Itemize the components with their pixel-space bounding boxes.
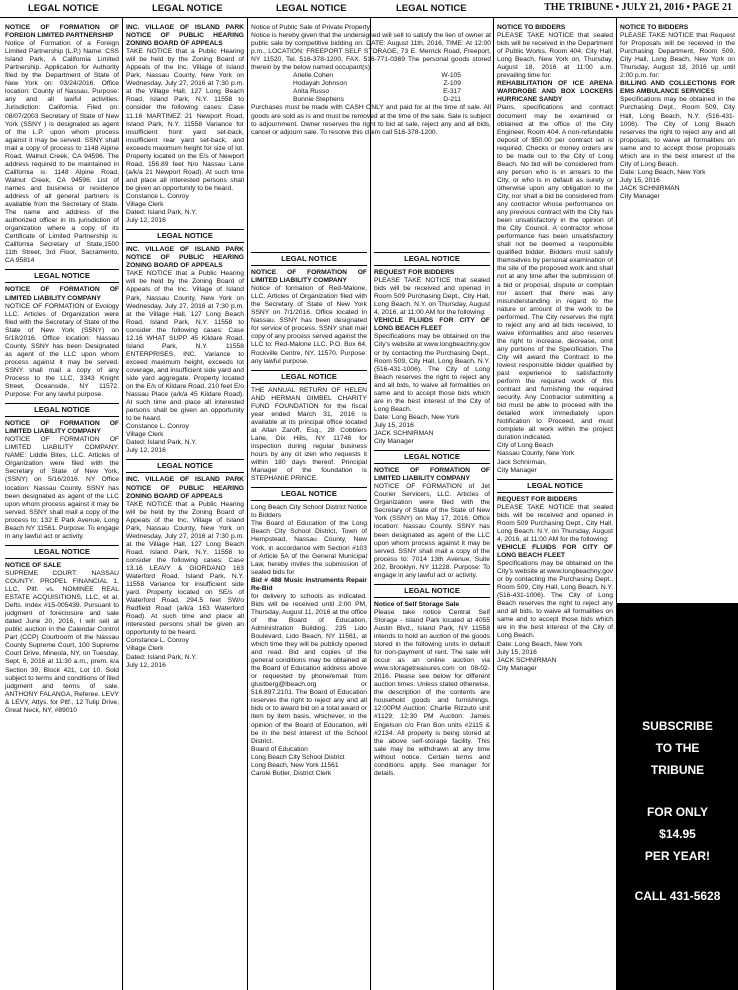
promo-price: $14.95 [659,827,696,841]
notice-body: TAKE NOTICE that a Public Hearing will be held by the Zoning Board of Appeals of the Inc. Village of Island Park, Nassau County, New York on Wednesday, July 27, 2016 at 7:30 p.m. at the Village Hall, 127 Long Beach Road, Island Park, N.Y. 11558 to consider the following cases: Case 13.16 LEAVY & GIORDANO 163 Waterford Road, Island Park, N.Y. 11558 Variance for insufficient side yard. Property located on SE/s of Waterford Road, 294.5 feet SW/o Redfield Road (a/k/a 163 Waterford Road). At such time and place all interested persons shall be given an opportunity to be heard. [126,500,244,637]
page-header [0,0,738,18]
occupant-row: Anita Russo E-317 [293,88,461,96]
signature-title: City Manager [497,466,537,474]
legal-notice-banner: LEGAL NOTICE [251,370,367,384]
notice-body: THE ANNUAL RETURN OF HELEN AND HERMAN GIMBEL CHARITY FUND FOUNDATION for the fiscal year ended March 31, 2016 is available at its principal office located at Allan Zaroff, Esq., 28 Cobblers Lane, Dix Hills, NY 11746 for inspection during regular business hours by any cit izen who requests it within 180 days thereof. Principal Manager of the foundation is STEPHANIE PRINCE. [251,386,367,483]
notice-body: Notice of formation of Red-Malone, LLC. Articles of Organization filed with the Secretary of State of New York SSNY on 7/1/2016. Office located in Nassau. SSNY has been designated for service of process. SSNY shall mail copy of any process served against the LLC to: Red-Malone LLC. P.O. Box 64, Rockville Centre, NY, 11570. Purpose: any lawful purpose. [251,285,367,365]
column-5 [497,20,613,988]
notice-title: INC. VILLAGE OF ISLAND PARK NOTICE OF PUBLIC HEARING ZONING BOARD OF APPEALS [126,24,244,48]
notice-body: TAKE NOTICE that a Public Hearing will be held by the Zoning Board of Appeals of the Inc. Village of Island Park, Nassau County, New York on Wednesday, July 27, 2016 at 7:30 p.m. at the Village Hall, 127 Long Beach Road, Island Park, N.Y. 11558 to consider the following cases: Case 12.16 WHAT SUPP 45 Kildare Road, Island Park, N.Y. 11558 ENTERPRISES, INC. Variance to exceed maximum height, exceeds lot coverage, and insufficient side yard and side yard aggregate. Property located on the E/s of Kildare Road, 210 feet E/o Nassau Place (a/k/a 45 Kildare Road). At such time and place all interested persons shall be given an opportunity to be heard. [126,270,244,423]
notice-title: Notice of Self Storage Sale [374,600,460,608]
dated-line: Date: Long Beach, New York [374,413,460,421]
column-3 [251,248,367,988]
dated-date: July 12, 2016 [126,661,166,669]
legal-notice-banner: LEGAL NOTICE [251,252,367,266]
signature-title: City Manager [374,438,414,446]
notice-body: Specifications may be obtained on the City's website at www.longbeachny.gov or by contacting the Purchasing Dept., Room 509, City Hall, Long Beach, N.Y. (516-431-1006). The City of Long Beach reserves the right to reject any and all bids, to waive all formalities on same and to accept those bids which are in the best interest of the City of Long Beach. [497,560,613,640]
notice-subtitle: Bid # 488 Music Instruments Repair Re-Bid [251,576,367,592]
legal-notice-header: LEGAL NOTICE [28,3,99,14]
signature-title: Village Clerk [126,201,164,209]
notice-body: Specifications may be obtained in the Purchasing Dept., Room 509, City Hall, Long Beach, N.Y. (516-431-1006). The City of Long Beach reserves the right to reject any and all proposals, to waive all formalities on same and to accept those proposals which are in the best interest of the City of Long Beach. [620,96,735,168]
notice-title: Long Beach City School District Notice to Bidders [251,504,367,520]
notice-title: NOTICE TO BIDDERS [497,24,566,31]
notice-title: NOTICE OF FORMATION OF LIMITED LIABILITY COMPANY [251,269,367,285]
signature: Long Beach, New York 11561 [251,761,339,769]
signature: Nassau County, New York [497,450,575,458]
notice-body: The Board of Education of the Long Beach City School District, Town of Hempstead, Nassau County, New York, in accordance with Section #103 of Article 5A of the General Municipal Law, hereby invites the submission of sealed bids for [251,520,367,576]
promo-line: TRIBUNE [650,763,705,777]
dated-line: Date: Long Beach, New York [497,640,583,648]
legal-notice-header: LEGAL NOTICE [396,3,467,14]
promo-line: PER YEAR! [644,849,711,863]
legal-notice-banner: LEGAL NOTICE [5,545,119,559]
occupant-row: Bonnie Stephens D-211 [293,96,461,104]
notice-title: Notice of Public Sale of Private Property [251,24,370,31]
signature: JACK SCHNIRMAN [620,184,680,192]
signature: Board of Education [251,745,308,753]
promo-phone: CALL 431-5628 [634,889,721,903]
dated-line: Dated: Island Park, N.Y. [126,439,197,447]
occupant-row: Arielle Cohen W-105 [293,72,461,80]
subscribe-promo[interactable] [617,603,738,990]
notice-body: PLEASE TAKE NOTICE that Request for Proposals will be received in the Purchasing Department, Room 509, City Hall, Long Beach, New York on Thursday, August 18, 2016 up until 2:00 p.m. for: [620,32,735,80]
signature: Constance L. Conroy [126,637,189,645]
promo-line: SUBSCRIBE [642,719,713,733]
notice-title: REQUEST FOR BIDDERS [497,495,578,503]
dated-date: July 15, 2016 [620,176,660,184]
legal-notice-header: LEGAL NOTICE [152,3,223,14]
notice-body: Please take notice Central Self Storage - Island Park located at 4055 Austin Blvd., Island Park, NY 11558 intends to hold an auction of the goods stored in the following units in default for non-payment of rent. The sale will occur as an online auction via www.storagetreasures.com on 08-02-2016. Please see below for different auction times. Unless stated otherwise, the description of the contents are household goods and furnishings. 12:00PM Auction: Charlie Rizzuto unit #1129; 12:30 PM Auction: James Engelson c/o Fran Bon units #2115 & #2134. All property is being stored at the above self-storage facility. This sale may be withdrawn at any time without notice. Certain terms and conditions apply. See manager for details. [374,608,490,777]
signature-title: Village Clerk [126,645,164,653]
legal-notice-banner: LEGAL NOTICE [374,252,490,266]
notice-body: Notice of Formation of a Foreign Limited Partnership (L.P.) Name: CSS Island Park, A California Limited Partnership. Application for Authority filed by the Department of State of New York on: 03/24/2016. Office location: County of Nassau. Purpose: any and all lawful activities. Jurisdiction: California. Filed on: 08/07/2003 Secretary of State of New York (SSNY ) is designated as agent of the L.P. upon whom process against it may be served. SSNY shall mail a copy of process to 1148 Alpine Road, Walnut Creek, CA 94596. The address required to be maintained in California is: 1148 Alpine Road, Walnut Creek, CA 94596. List of names and business or residence address of all general partners is available from the Secretary of State. The name and address of the authorized officer in its jurisdiction of organization where a copy of its Certificate of Limited Partnership is: California Secretary of State,1500 11th Street, 3rd Floor, Sacramento, CA 95814 [5,40,119,265]
dated-date: July 15, 2016 [497,648,537,656]
signature: Long Beach City School District [251,753,345,761]
legal-notice-banner: LEGAL NOTICE [251,487,367,501]
notice-title: NOTICE TO BIDDERS [620,24,689,31]
notice-body: NOTICE OF FORMATION of Evology LLC. Articles of Organization were filed with the Secretary of State of the State of New York (SSNY) on 5/18/2016. Office location: Nassau County. SSNY has been Designated as agent of the LLC upon whom process against it may be served. SSNY shall mail a copy of any Process to the LLC, 3343 Knight Street, Oceanside, NY 11572. Purpose: For any lawful purpose. [5,302,119,399]
signature: JACK SCHNIRMAN [374,429,434,437]
notice-title: INC. VILLAGE OF ISLAND PARK NOTICE OF PUBLIC HEARING ZONING BOARD OF APPEALS [126,476,244,500]
legal-notice-banner: LEGAL NOTICE [374,584,490,598]
signature: JACK SCHNIRMAN [497,656,557,664]
legal-notice-banner: LEGAL NOTICE [126,459,244,473]
signature: City of Long Beach [497,442,554,450]
notice-title: REQUEST FOR BIDDERS [374,269,455,277]
masthead: THE TRIBUNE • JULY 21, 2016 • PAGE 21 [544,2,732,13]
notice-body: Notice is hereby given that the undersigned will sell to satisfy the lien of owner at public sale by competitive bidding on: DATE: August 11th, 2016, TIME: At 12:00 p.m., LOCATION: FREEPORT SELF STORAGE, 73 E. Merrick Road, Freeport, NY 11520, Tel. 516-378-1200, FAX. 516-771-0369 The personal goods stored therein by the below named occupant(s): [251,32,491,72]
column-2 [126,20,244,988]
dated-date: July 15, 2016 [374,421,414,429]
signature: Constance L. Conroy [126,192,189,200]
notice-subtitle: REHABILITATION OF ICE ARENA WARDROBE AND BOX LOCKERS HURRICANE SANDY [497,80,613,104]
column-4 [374,248,490,988]
notice-title: NOTICE OF FORMATION OF LIMITED LIABILITY COMPANY [5,420,119,436]
legal-notice-header: LEGAL NOTICE [276,3,347,14]
notice-title: INC. VILLAGE OF ISLAND PARK NOTICE OF PUBLIC HEARING ZONING BOARD OF APPEALS [126,246,244,270]
notice-body: PLEASE TAKE NOTICE that sealed bids will be received and opened in Room 509 Purchasing Dept., City Hall, Long Beach, N.Y. on Thursday, August 4, 2016, at 11:00 AM for the following: [374,277,490,317]
notice-title: NOTICE OF FORMATION OF LIMITED LIABILITY COMPANY [374,467,490,483]
legal-notice-banner: LEGAL NOTICE [5,403,119,417]
occupant-row: Hodayah Johnson Z-109 [293,80,461,88]
notice-body: NOTICE OF FORMATION of Jet Courier Servicers, LLC. Articles of Organization were filed with the Secretary of State of the State of New York (SSNY) on May 17, 2016. Office location: Nassau County. SSNY has been designated as agent of the LLC upon whom process against it may be served. SSNY shall mail a copy of the process to: 7014 13th Avenue, Suite 202, Brooklyn, NY 11228. Purpose: To engage in any lawful act or activity. [374,483,490,579]
legal-notice-banner: LEGAL NOTICE [126,229,244,243]
notice-title: NOTICE OF FORMATION OF LIMITED LIABILITY COMPANY [5,286,119,302]
legal-notice-banner: LEGAL NOTICE [5,269,119,283]
column-1 [5,20,119,988]
notice-body: Plans, specifications and contract document may be examined or obtained at the office of the City Engineer, Room 404. A non-refundable deposit of $50.00 per contract set is required. Checks or money orders are to be made out to the City of Long Beach. No bid will be considered from any person who is in arrears to the City, or who is in default as surety or otherwise upon any obligation to the City, nor shall a bid be considered from any contractor whose performance on any previous contract with the City has been unsatisfactory in the opinion of the City Council. A contractor whose performance has been unsatisfactory shall not be deemed a responsible qualified bidder. Bidders must satisfy themselves by personal examination of the site of the proposed work and shall not at any time after the submission of a bid or proposal, dispute or complain nor assert that there was any misunderstanding in regard to the nature or amount of the work to be performed. The City reserves the right to reject any and all bids received, to waive informalities and also reserves the right to increase, decrease, omit any portions of the Specification. The City will award the Contract to the lowest responsible bidder qualified by past experience to satisfactorily perform the required work of this contract and furnishing the required security. Any Contractor submitting a bid must be able to proceed with the detailed work immediately upon Notification to Proceed, and must complete all work within the project duration indicated. [497,104,613,442]
notice-body: for delivery to schools as indicated. Bids will be received until 2:00 PM, Thursday, August 11, 2016 at the office of the Board of Education, Administration Building, 235 Lido Boulevard, Lido Beach, NY 11561, at which time they will be publicly opened and read. Bid and copies of the general conditions may be obtained at the Board of Education address above or requested by phone/email from glustberg@lbeach.org or 516.897.2101. The Board of Education reserves the right to reject any and all bids or to award bid on a total award or item by item basis, whichever, in the opinion of the Board of Education, will be in the best interest of the School District. [251,592,367,745]
notice-title: NOTICE OF FORMATION OF FOREIGN LIMITED PARTNERSHIP [5,24,119,40]
notice-subtitle: BILLING AND COLLECTIONS FOR EMS AMBULANCE SERVICES [620,80,735,96]
notice-subtitle: VEHICLE FLUIDS FOR CITY OF LONG BEACH FLEET [497,543,613,559]
dated-line: Dated: Island Park, N.Y. [126,209,197,217]
dated-line: Dated: Island Park, N.Y. [126,653,197,661]
signature: Constance L. Conroy [126,423,189,431]
dated-date: July 12, 2016 [126,217,166,225]
notice-body: NOTICE OF FORMATION OF LIMITED LIABILITY COMPANY. NAME: Liddle Bites, LLC. Articles of Organization were filed with the Secretary of State of New York, (SSNY) on 5/16/2016. NY Office location: Nassau County. SSNY has been designated as agent of the LLC upon whom process against it may be served. SSNY shall mail a copy of the process to: 132 E Park Avenue, Long Beach NY 11561. Purpose: To engage in any lawful act or activity. [5,436,119,540]
signature-title: City Manager [497,664,537,672]
notice-title: NOTICE OF SALE [5,561,62,569]
column-6 [620,20,735,598]
dated-line: Date: Long Beach, New York [620,168,706,176]
notice-body: PLEASE TAKE NOTICE that sealed bids will be received and opened in Room 509 Purchasing Dept., City Hall, Long Beach, N.Y. on Thursday, August 4, 2016, at 11:00 AM for the following: [497,503,613,543]
public-sale-notice [251,20,491,252]
legal-notice-banner: LEGAL NOTICE [374,450,490,464]
signature: Jack Schnirman, [497,458,547,466]
signature-title: City Manager [620,192,660,200]
notice-body: SUPREME COURT: NASSAU COUNTY. PROPEL FINANCIAL 1, LLC, Pltf. vs. NOMINEE REAL ESTATE ACQUISITIONS, LLC, et al, Defts. Index #15-005439. Pursuant to judgment of foreclosure and sale dated June 20, 2016, I will sell at public auction in the Calendar Control Part (CCP) Courtroom of the Nassau County Supreme Court, 100 Supreme Court Drive, Mineola, NY, on Tuesday, Sept. 6, 2016 at 11:30 a.m., prem. k/a Section 39, Block 421, Lot 10. Sold subject to terms and conditions of filed judgment and terms of sale. ANTHONY FALANGA, Referee. LEVY & LEVY, Attys. for Pltf., 12 Tulip Drive, Great Neck, NY, #89010 [5,569,119,714]
occupant-list [251,72,461,104]
promo-line: FOR ONLY [647,805,708,819]
notice-subtitle: VEHICLE FLUIDS FOR CITY OF LONG BEACH FLEET [374,317,490,333]
promo-line: TO THE [655,741,700,755]
signature-title: Village Clerk [126,431,164,439]
notice-body: PLEASE TAKE NOTICE that sealed bids will be received in the Department of Public Works, Room 404, City Hall, Long Beach, New York on, Thursday, August 18, 2016 at 11:00 a.m. prevailing time for: [497,32,613,80]
legal-notice-banner: LEGAL NOTICE [497,479,613,493]
notice-body: Specifications may be obtained on the City's website at www.longbeachny.gov or by contacting the Purchasing Dept., Room 509, City Hall, Long Beach, N.Y. (516-431-1006). The City of Long Beach reserves the right to reject any and all bids, to waive all formalities on same and to accept those bids which are in the best interest of the City of Long Beach. [374,333,490,413]
signature: Carole Butler, District Clerk [251,769,332,777]
notice-body: TAKE NOTICE that a Public Hearing will be held by the Zoning Board of Appeals of the Inc. Village of Island Park, Nassau County, New York on Wednesday, July 27, 2016 at 7:30 p.m. at the Village Hall, 127 Long Beach Road, Island Park, N.Y. 11558 to consider the following cases: Case 11.16 MARTINEZ 21 Newport Road, Island Park, N.Y. 11558 Variance for insufficient front yard set-back, insufficient rear yard set-back, and exceeds maximum height for size of lot. Property located on the E/s of Newport Road, 156.89 feet N/o Nassau Lane (a/k/a 21 Newport Road). At such time and place all interested persons shall be given an opportunity to be heard. [126,48,244,192]
dated-date: July 12, 2016 [126,447,166,455]
notice-body: Purchases must be made with CASH ONLY and paid for at the time of sale. All goods are sold as is and must be removed at the time of the sale. Sale is subject to adjournment. Owner reserves the right to bid at sale, reject any and all bids, cancel or adjourn sale. To resolve this claim call 516-378-1200. [251,104,491,136]
